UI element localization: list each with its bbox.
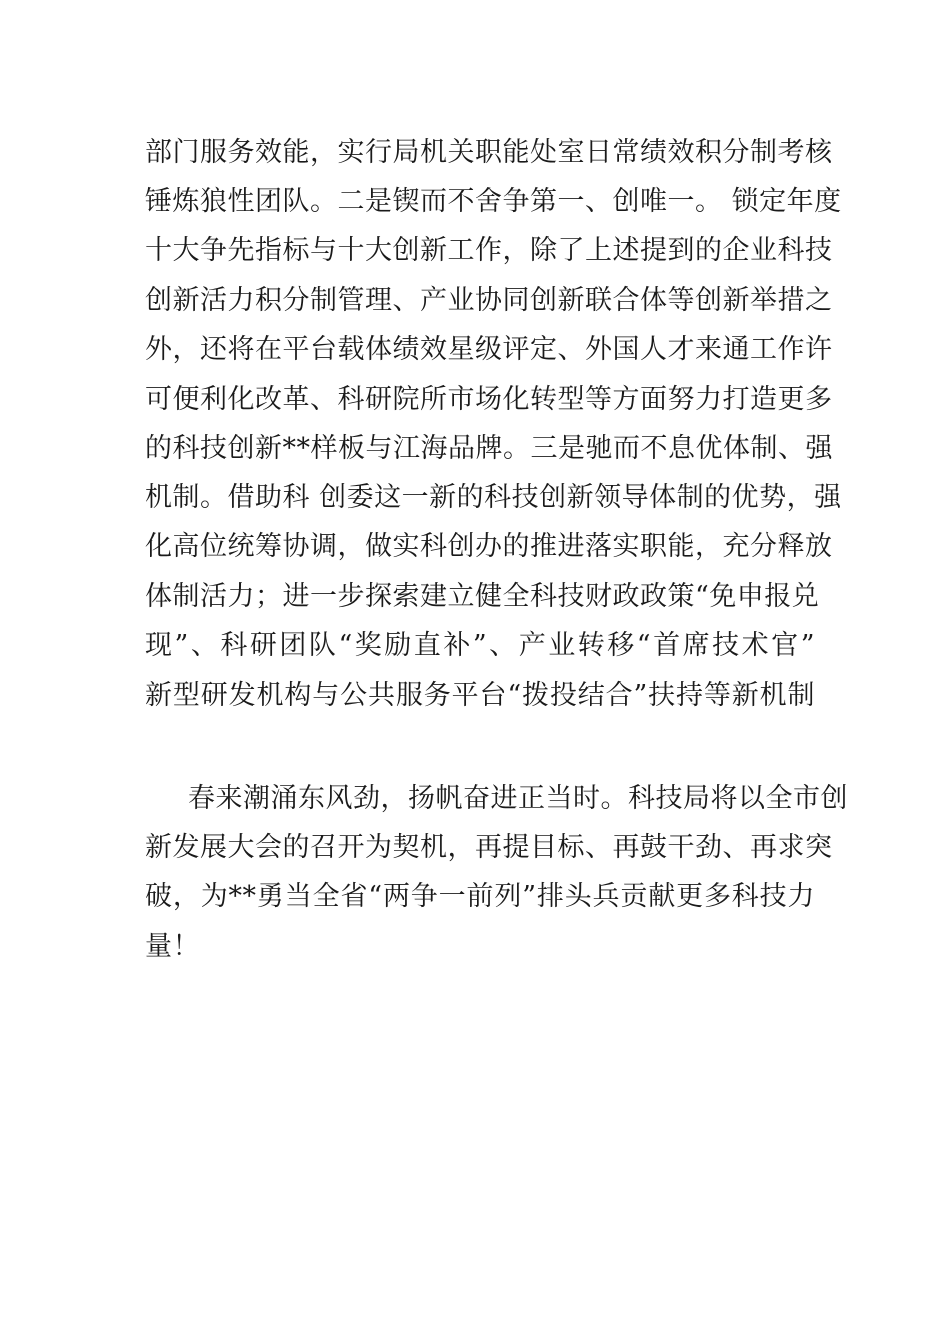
paragraph-1-line-2: 锤炼狼性团队。二是锲而不舍争第一、创唯一。 锁定年度 [145, 186, 842, 217]
paragraph-1-line-12: 新型研发机构与公共服务平台“拨投结合”扶持等新机制 [145, 680, 815, 711]
paragraph-2-line-3: 破，为**勇当全省“两争一前列”排头兵贡献更多科技力 [145, 881, 815, 912]
paragraph-1-line-6: 可便利化改革、科研院所市场化转型等方面努力打造更多 [145, 384, 833, 415]
paragraph-1-line-4: 创新活力积分制管理、产业协同创新联合体等创新举措之 [145, 285, 833, 316]
paragraph-2-line-1: 春来潮涌东风劲，扬帆奋进正当时。科技局将以全市创 [188, 783, 848, 814]
paragraph-1-line-5: 外，还将在平台载体绩效星级评定、外国人才来通工作许 [145, 334, 833, 365]
paragraph-1-line-3: 十大争先指标与十大创新工作，除了上述提到的企业科技 [145, 235, 833, 266]
paragraph-1-line-1: 部门服务效能，实行局机关职能处室日常绩效积分制考核 [145, 137, 833, 168]
paragraph-2-line-4: 量！ [145, 931, 200, 962]
paragraph-2-line-2: 新发展大会的召开为契机，再提目标、再鼓干劲、再求突 [145, 832, 833, 863]
paragraph-1-line-8: 机制。借助科 创委这一新的科技创新领导体制的优势，强 [145, 482, 842, 513]
paragraph-1-line-7: 的科技创新**样板与江海品牌。三是驰而不息优体制、强 [145, 433, 833, 464]
paragraph-1-line-10: 体制活力；进一步探索建立健全科技财政政策“免申报兑 [145, 581, 820, 612]
paragraph-1-line-9: 化高位统筹协调，做实科创办的推进落实职能，充分释放 [145, 531, 833, 562]
paragraph-1-line-11: 现”、科研团队“奖励直补”、产业转移“首席技术官” [145, 630, 815, 661]
